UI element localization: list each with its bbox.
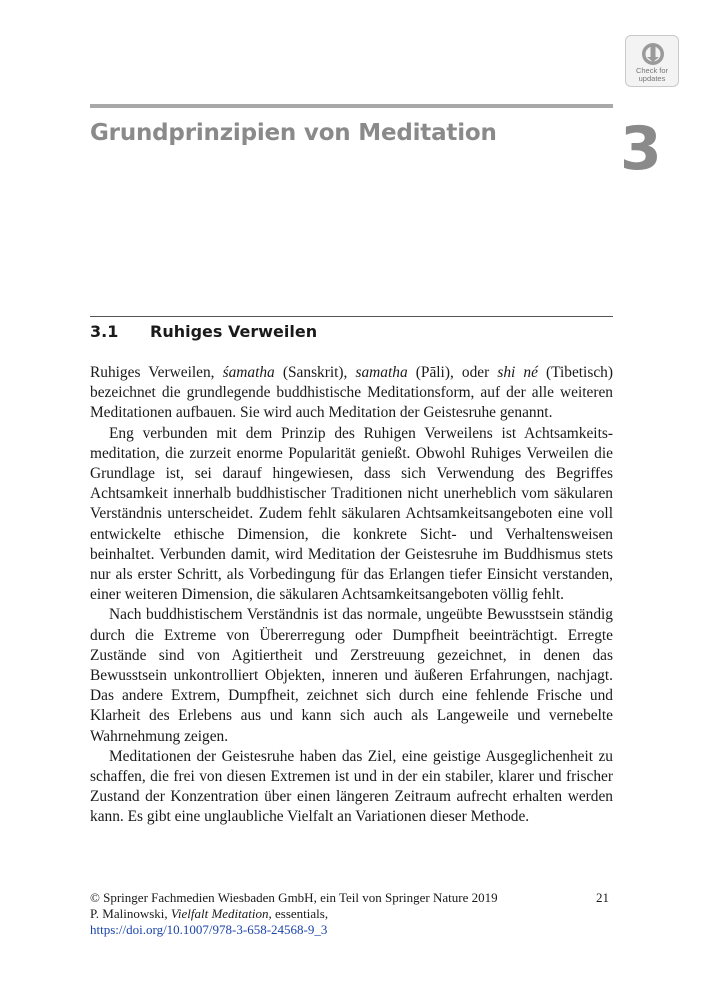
text-run: Eng verbunden mit dem Prinzip des Ruhigen Verweilens ist Achtsamkeitsmeditation, die zurzeit enorme Popularität genießt. Obwohl Ruhiges Verweilen die Grundlage ist, sei darauf hingewiesen, dass sich Verwendung des Begriffes Achtsamkeit innerhalb buddhistischer Traditionen nicht unerheblich vom säkularen Verständnis unterscheidet. Zudem fehlt säkularen Achtsamkeitsangeboten eine voll entwickelte ethische Dimension, die konkrete Sicht- und Verhaltensweisen beinhaltet. Verbunden damit, wird Meditation der Geistesruhe im Buddhismus stets nur als erster Schritt, als Vorbedingung für das Erlangen tiefer Einsicht verstanden, einer weiteren Dimension, die säkularen Achtsamkeitsangeboten völlig fehlt. <box>90 424 613 604</box>
paragraph <box>90 424 613 606</box>
chapter-number: 3 <box>620 114 662 184</box>
page-number: 21 <box>596 890 609 905</box>
badge-label: Check for updates <box>635 66 669 83</box>
check-for-updates-icon <box>639 40 667 68</box>
footer <box>90 890 613 938</box>
paragraph <box>90 363 613 424</box>
text-run: Nach buddhistischem Verständnis ist das normale, ungeübte Bewusstsein ständig durch die Extreme von Übererregung oder Dumpfheit beeinträchtigt. Erregte Zustände sind von Agitiertheit und Zerstreuung gezeichnet, in denen das Bewusstsein unkontrolliert Objekten, inneren und äußeren Erfahrungen, nachjagt. Das andere Extrem, Dumpfheit, zeichnet sich durch eine fehlende Frische und Klarheit des Erlebens aus und kann sich auch als Langeweile und vernebelte Wahrnehmung zeigen. <box>90 606 613 745</box>
italic-term: śamatha <box>222 364 275 381</box>
section-rule <box>90 316 613 317</box>
chapter-rule <box>90 104 613 108</box>
text-run: (Pāli), oder <box>407 364 498 381</box>
text-run: (Tibetisch) bezeichnet die grundlegende buddhistische Meditationsform, auf der alle weiteren Meditationen aufbauen. Sie wird auch Meditation der Geistesruhe genannt. <box>90 364 613 422</box>
footer-copyright: © Springer Fachmedien Wiesbaden GmbH, ein Teil von Springer Nature 2019 <box>90 890 498 905</box>
text-run: Meditationen der Geistesruhe haben das Ziel, eine geistige Ausgeglichenheit zu schaffen, die frei von diesen Extremen ist und in der ein stabiler, klarer und frischer Zustand der Konzentration über einen längeren Zeitraum aufrecht erhalten werden kann. Es gibt eine unglaubliche Vielfalt an Variationen dieser Methode. <box>90 747 613 826</box>
italic-term: samatha <box>355 364 408 381</box>
text-run: (Sanskrit), <box>274 364 356 381</box>
section-number: 3.1 <box>90 322 119 341</box>
paragraph <box>90 605 613 746</box>
italic-term: shi né <box>497 364 538 381</box>
check-for-updates-badge[interactable] <box>625 35 679 87</box>
paragraph <box>90 747 613 828</box>
doi-link[interactable]: https://doi.org/10.1007/978-3-658-24568-9_3 <box>90 922 328 937</box>
text-run: Ruhiges Verweilen, <box>90 364 223 381</box>
chapter-title: Grundprinzipien von Meditation <box>90 120 497 146</box>
section-title: Ruhiges Verweilen <box>150 322 318 341</box>
section-heading <box>90 322 317 341</box>
body-text <box>90 363 613 828</box>
footer-citation: P. Malinowski, Vielfalt Meditation, essentials, <box>90 906 329 921</box>
